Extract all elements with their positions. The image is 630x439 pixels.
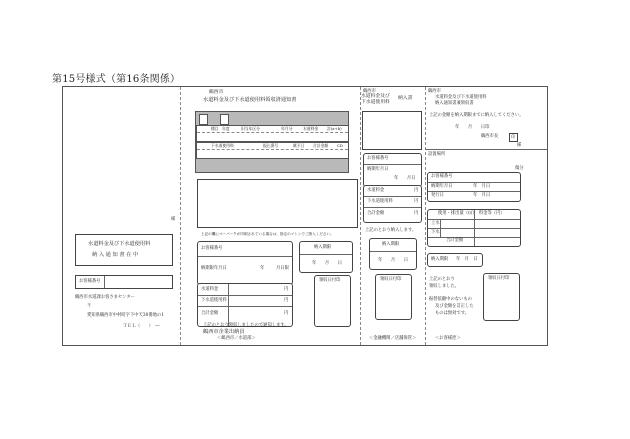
- sender-line-3: 愛知県鶴西市中村町字下中天30番地の1: [87, 313, 164, 318]
- p4-tax-label: 傷分: [515, 166, 524, 171]
- p4-sama: 様: [517, 143, 522, 148]
- p3-due-box: [363, 153, 422, 187]
- p3-deadline-box: [369, 238, 417, 270]
- p4-received-2: 領収しました。: [429, 284, 460, 289]
- p3-water: 水道料金: [367, 188, 385, 193]
- p2-nen: 年: [260, 266, 265, 271]
- p3-top-box: [362, 111, 422, 150]
- form-sheet: [62, 86, 548, 346]
- p4-date-row: 年 月 日印: [455, 125, 490, 130]
- p4-due-inner: 納入期限: [431, 257, 449, 262]
- h1-0: 種目: [211, 126, 219, 131]
- p4-received-1: 上記のとおり: [429, 277, 455, 282]
- form-number-title: 第15号様式（第16条関係）: [52, 74, 181, 85]
- p3-sewer: 下水道使用料: [367, 199, 393, 204]
- perforation-line: [180, 87, 181, 345]
- p2-due-box: [197, 241, 293, 285]
- h1-1: 年度: [222, 126, 230, 131]
- p4-total: 合計金額: [446, 238, 464, 243]
- p3-amount-box: 水道料金 円 下水道使用料 円 合計金額 円: [363, 185, 422, 223]
- seal-mark: 印: [509, 133, 518, 142]
- h1-5: 水道料金: [303, 126, 319, 131]
- p3-city: 鶴西市: [363, 89, 376, 94]
- p4-title-2: 納入通知書兼領収書: [435, 101, 474, 106]
- p4-receipt-stamp: 領収日付印: [488, 276, 510, 281]
- p4-city: 鶴西市: [428, 89, 441, 94]
- customer-number-box: [75, 275, 173, 289]
- p4-due-box: お客様番号 納期年月日 年 月日 発行日 年 月日: [427, 172, 521, 202]
- p4-receipt-stamp-box: [483, 273, 520, 321]
- p2-receiver: 鶴西市企業出納員: [203, 329, 245, 335]
- perforation-line: [360, 87, 361, 345]
- p4-deadline-box: 納入期限 年 月 日: [427, 253, 483, 267]
- address-window: [197, 179, 358, 228]
- p2-total: 合計金額: [201, 311, 219, 316]
- p3-paid-msg: 上記のとおり納入します。: [365, 228, 417, 233]
- ocr-code-area: [195, 111, 349, 173]
- p3-footer: ＜金融機関／店舗保管＞: [369, 336, 417, 341]
- h1-3: 旧当年区分: [241, 126, 260, 131]
- p3-receipt-stamp-box: [375, 274, 412, 320]
- p4-row-sewer: 下水: [431, 230, 440, 235]
- p3-title-1: 水道料金及び: [361, 94, 390, 99]
- p3-date-short: 年 月日: [394, 176, 416, 181]
- p3-date-row: 年 月 日: [378, 258, 409, 263]
- p4-rates-header: 使用・排出量（㎥） 料金等（円）: [438, 211, 505, 216]
- p4-note-3: ものは無効です。: [435, 311, 470, 316]
- p4-due-date: 納期年月日: [431, 184, 453, 189]
- p3-due-date: 納期年月日: [367, 167, 389, 172]
- h2-2: 振込番号: [263, 143, 279, 148]
- p3-due-inner: 納入期限: [382, 242, 400, 247]
- p2-due-inner: 納入期限: [314, 245, 332, 250]
- p2-city: 鶴西市: [209, 90, 224, 95]
- p2-sewer: 下水道使用料: [201, 298, 227, 303]
- p4-note-2: 及び金額を訂正した: [435, 304, 474, 309]
- sender-line-2: 〒: [87, 304, 92, 309]
- p4-customer-no: お客様番号: [431, 174, 453, 179]
- h1-4: 年月分: [281, 126, 293, 131]
- customer-number-label: お客様番号: [79, 279, 101, 284]
- p2-amount-box: 水道料金 円 下水道使用料 円 合計金額 円: [197, 283, 293, 327]
- p2-receipt-stamp-box: [314, 275, 351, 327]
- p3-customer-no: お客様番号: [367, 156, 389, 161]
- notice-line-1: 水道料金及び下水道使用料: [88, 241, 151, 247]
- p2-received-msg: 上記のとおり領収しましたので通知します。: [203, 323, 289, 328]
- p2-date-row: 年 月 日: [312, 261, 343, 266]
- h2-4: 賦予日: [293, 143, 305, 148]
- p4-deadline-msg: 上記の金額を納入期限までに納入してください。: [429, 113, 524, 118]
- p3-kind: 納入書: [398, 96, 413, 101]
- h1-6: 計(a+b): [327, 126, 342, 131]
- p4-row-water: 上水: [431, 221, 440, 226]
- p4-address: 設置場所: [428, 152, 446, 157]
- addressee-sama: 様: [171, 217, 176, 222]
- p4-note-1: 振替依頼中のないもの: [429, 297, 472, 302]
- p2-note: 上記の欄にペーパークが印刷されている場合は、指定のマシンでご納入ください。: [201, 232, 334, 236]
- p2-customer-no: お客様番号: [201, 246, 223, 251]
- p4-rates-box: [427, 209, 521, 247]
- p4-issuer: 鶴西市長: [481, 134, 499, 139]
- p2-receipt-stamp: 領収日付印: [319, 278, 341, 283]
- notice-enclosed-box: [75, 234, 173, 266]
- p3-title-2: 下水道使用料: [361, 100, 390, 105]
- p2-deadline-box: [299, 241, 353, 273]
- h2-6: CD: [337, 143, 343, 148]
- p2-footer: ＜鶴西市／水道部＞: [217, 336, 256, 341]
- sender-line-4: ＴＥＬ（ ） ―: [123, 324, 160, 329]
- p3-total: 合計金額: [367, 211, 385, 216]
- p4-footer: ＜お客様控＞: [435, 336, 461, 341]
- p2-due-date: 納期限年月日: [201, 266, 227, 271]
- p3-receipt-stamp: 領収日付印: [380, 277, 402, 282]
- p2-tsukihi: 月日限: [276, 266, 289, 271]
- h2-5: 合計金額: [313, 143, 329, 148]
- perforation-line: [425, 87, 426, 345]
- p2-water: 水道料金: [201, 287, 219, 292]
- h2-0: 下水道使用料: [211, 143, 234, 148]
- sender-line-1: 鶴西市水道課お客さまセンター: [75, 295, 135, 300]
- p2-title: 水道料金及び下水道使用料領収済通知書: [203, 97, 297, 103]
- p4-issue-date: 発行日: [431, 193, 444, 198]
- notice-line-2: 納 入 通 知 書 在 中: [92, 252, 139, 258]
- p4-title-1: 水道料金及び下水道使用料: [435, 95, 487, 100]
